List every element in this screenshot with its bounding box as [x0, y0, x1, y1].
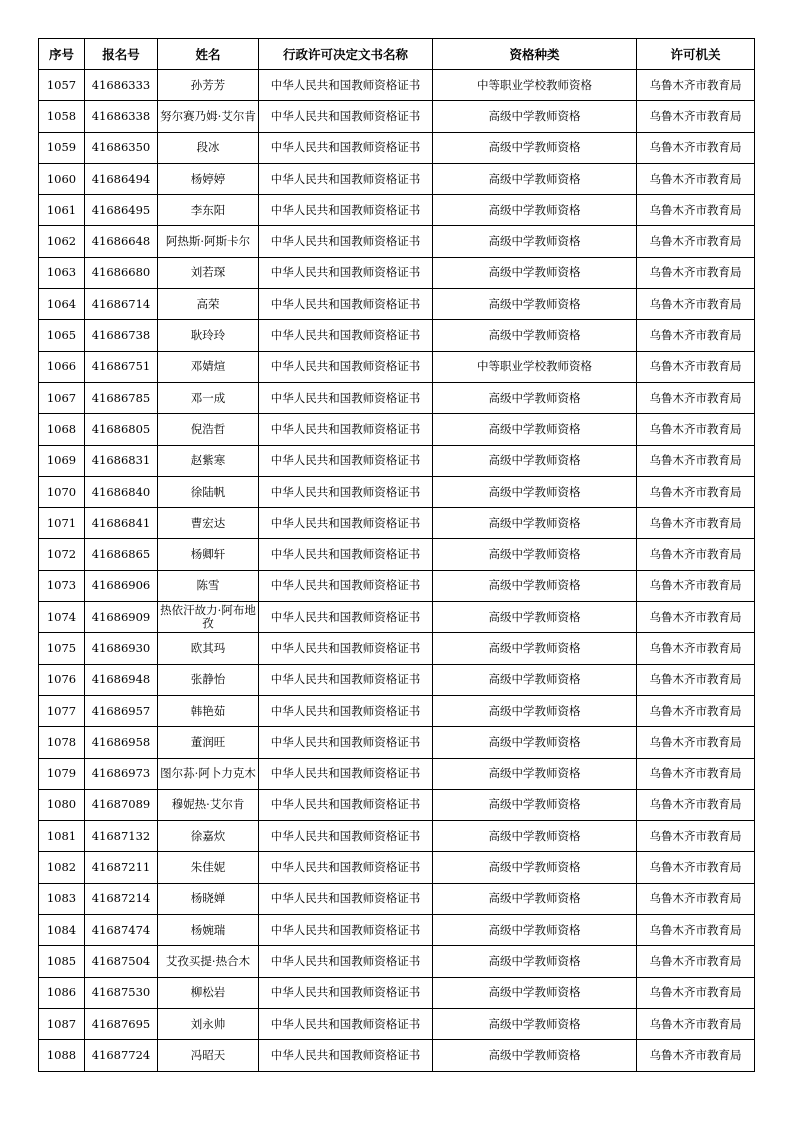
cell-reg-no: 41687504	[85, 946, 158, 977]
cell-reg-no: 41687089	[85, 789, 158, 820]
cell-document: 中华人民共和国教师资格证书	[259, 1040, 433, 1071]
cell-qualification: 高级中学教师资格	[433, 789, 637, 820]
cell-authority: 乌鲁木齐市教育局	[637, 1040, 755, 1071]
cell-document: 中华人民共和国教师资格证书	[259, 476, 433, 507]
table-row	[39, 1008, 755, 1039]
cell-name: 冯昭天	[158, 1040, 259, 1071]
cell-document: 中华人民共和国教师资格证书	[259, 382, 433, 413]
cell-authority: 乌鲁木齐市教育局	[637, 539, 755, 570]
table-row	[39, 570, 755, 601]
cell-reg-no: 41686958	[85, 727, 158, 758]
cell-reg-no: 41686333	[85, 70, 158, 101]
cell-seq: 1076	[39, 664, 85, 695]
cell-qualification: 高级中学教师资格	[433, 132, 637, 163]
cell-authority: 乌鲁木齐市教育局	[637, 883, 755, 914]
cell-name: 段冰	[158, 132, 259, 163]
table-row	[39, 789, 755, 820]
cell-document: 中华人民共和国教师资格证书	[259, 226, 433, 257]
cell-reg-no: 41686957	[85, 695, 158, 726]
cell-qualification: 高级中学教师资格	[433, 915, 637, 946]
cell-qualification: 高级中学教师资格	[433, 226, 637, 257]
cell-reg-no: 41686350	[85, 132, 158, 163]
cell-seq: 1087	[39, 1008, 85, 1039]
cell-reg-no: 41687214	[85, 883, 158, 914]
cell-document: 中华人民共和国教师资格证书	[259, 570, 433, 601]
cell-qualification: 高级中学教师资格	[433, 414, 637, 445]
cell-reg-no: 41686973	[85, 758, 158, 789]
cell-name: 耿玲玲	[158, 320, 259, 351]
table-row	[39, 289, 755, 320]
cell-authority: 乌鲁木齐市教育局	[637, 977, 755, 1008]
header-name: 姓名	[158, 39, 259, 70]
cell-authority: 乌鲁木齐市教育局	[637, 414, 755, 445]
cell-seq: 1075	[39, 633, 85, 664]
table-row	[39, 163, 755, 194]
cell-qualification: 高级中学教师资格	[433, 946, 637, 977]
cell-seq: 1074	[39, 602, 85, 633]
cell-seq: 1063	[39, 257, 85, 288]
cell-qualification: 高级中学教师资格	[433, 727, 637, 758]
cell-name: 杨卿轩	[158, 539, 259, 570]
cell-name: 柳松岩	[158, 977, 259, 1008]
cell-name: 李东阳	[158, 195, 259, 226]
cell-seq: 1061	[39, 195, 85, 226]
table-row	[39, 132, 755, 163]
table-row	[39, 852, 755, 883]
table-row	[39, 445, 755, 476]
cell-name: 高荣	[158, 289, 259, 320]
cell-document: 中华人民共和国教师资格证书	[259, 539, 433, 570]
cell-seq: 1085	[39, 946, 85, 977]
cell-reg-no: 41687724	[85, 1040, 158, 1071]
header-seq: 序号	[39, 39, 85, 70]
cell-document: 中华人民共和国教师资格证书	[259, 789, 433, 820]
cell-document: 中华人民共和国教师资格证书	[259, 195, 433, 226]
cell-qualification: 高级中学教师资格	[433, 695, 637, 726]
cell-name: 杨婉瑞	[158, 915, 259, 946]
table-row	[39, 758, 755, 789]
cell-name: 图尔荪·阿卜力克木	[158, 758, 259, 789]
table-row	[39, 382, 755, 413]
cell-document: 中华人民共和国教师资格证书	[259, 977, 433, 1008]
table-body	[39, 70, 755, 1072]
cell-seq: 1083	[39, 883, 85, 914]
table-row	[39, 539, 755, 570]
cell-document: 中华人民共和国教师资格证书	[259, 132, 433, 163]
cell-seq: 1065	[39, 320, 85, 351]
cell-name: 张静怡	[158, 664, 259, 695]
cell-qualification: 高级中学教师资格	[433, 1008, 637, 1039]
cell-qualification: 中等职业学校教师资格	[433, 351, 637, 382]
cell-name: 阿热斯·阿斯卡尔	[158, 226, 259, 257]
cell-document: 中华人民共和国教师资格证书	[259, 508, 433, 539]
table-row	[39, 508, 755, 539]
cell-authority: 乌鲁木齐市教育局	[637, 946, 755, 977]
cell-qualification: 高级中学教师资格	[433, 257, 637, 288]
cell-name: 杨晓婵	[158, 883, 259, 914]
cell-qualification: 高级中学教师资格	[433, 101, 637, 132]
cell-name: 热依汗故力·阿布地孜	[158, 602, 259, 633]
table-row	[39, 70, 755, 101]
cell-seq: 1067	[39, 382, 85, 413]
cell-qualification: 高级中学教师资格	[433, 664, 637, 695]
cell-qualification: 高级中学教师资格	[433, 977, 637, 1008]
cell-authority: 乌鲁木齐市教育局	[637, 476, 755, 507]
cell-document: 中华人民共和国教师资格证书	[259, 1008, 433, 1039]
license-table	[38, 38, 755, 1072]
cell-seq: 1059	[39, 132, 85, 163]
cell-document: 中华人民共和国教师资格证书	[259, 289, 433, 320]
cell-authority: 乌鲁木齐市教育局	[637, 320, 755, 351]
cell-authority: 乌鲁木齐市教育局	[637, 852, 755, 883]
cell-document: 中华人民共和国教师资格证书	[259, 946, 433, 977]
cell-seq: 1062	[39, 226, 85, 257]
table-row	[39, 1040, 755, 1071]
cell-seq: 1080	[39, 789, 85, 820]
cell-seq: 1073	[39, 570, 85, 601]
cell-document: 中华人民共和国教师资格证书	[259, 758, 433, 789]
table-row	[39, 695, 755, 726]
cell-document: 中华人民共和国教师资格证书	[259, 852, 433, 883]
cell-authority: 乌鲁木齐市教育局	[637, 821, 755, 852]
cell-reg-no: 41686714	[85, 289, 158, 320]
cell-reg-no: 41686785	[85, 382, 158, 413]
cell-document: 中华人民共和国教师资格证书	[259, 163, 433, 194]
table-row	[39, 664, 755, 695]
cell-reg-no: 41686738	[85, 320, 158, 351]
cell-name: 努尔赛乃姆·艾尔肯	[158, 101, 259, 132]
cell-name: 徐嘉炊	[158, 821, 259, 852]
cell-authority: 乌鲁木齐市教育局	[637, 351, 755, 382]
table-row	[39, 883, 755, 914]
cell-document: 中华人民共和国教师资格证书	[259, 633, 433, 664]
cell-reg-no: 41686841	[85, 508, 158, 539]
header-qualification: 资格种类	[433, 39, 637, 70]
cell-authority: 乌鲁木齐市教育局	[637, 195, 755, 226]
cell-document: 中华人民共和国教师资格证书	[259, 695, 433, 726]
cell-authority: 乌鲁木齐市教育局	[637, 915, 755, 946]
cell-reg-no: 41686805	[85, 414, 158, 445]
cell-qualification: 高级中学教师资格	[433, 445, 637, 476]
cell-authority: 乌鲁木齐市教育局	[637, 727, 755, 758]
cell-qualification: 高级中学教师资格	[433, 570, 637, 601]
cell-authority: 乌鲁木齐市教育局	[637, 508, 755, 539]
cell-name: 欧其玛	[158, 633, 259, 664]
cell-name: 杨婷婷	[158, 163, 259, 194]
cell-document: 中华人民共和国教师资格证书	[259, 70, 433, 101]
table-row	[39, 101, 755, 132]
cell-document: 中华人民共和国教师资格证书	[259, 664, 433, 695]
cell-seq: 1058	[39, 101, 85, 132]
cell-qualification: 高级中学教师资格	[433, 163, 637, 194]
cell-qualification: 高级中学教师资格	[433, 320, 637, 351]
cell-document: 中华人民共和国教师资格证书	[259, 883, 433, 914]
cell-name: 倪浩哲	[158, 414, 259, 445]
cell-qualification: 高级中学教师资格	[433, 633, 637, 664]
cell-reg-no: 41686930	[85, 633, 158, 664]
cell-qualification: 高级中学教师资格	[433, 1040, 637, 1071]
cell-name: 穆妮热·艾尔肯	[158, 789, 259, 820]
cell-seq: 1071	[39, 508, 85, 539]
cell-document: 中华人民共和国教师资格证书	[259, 320, 433, 351]
cell-seq: 1068	[39, 414, 85, 445]
cell-qualification: 高级中学教师资格	[433, 883, 637, 914]
cell-authority: 乌鲁木齐市教育局	[637, 226, 755, 257]
cell-reg-no: 41687474	[85, 915, 158, 946]
cell-document: 中华人民共和国教师资格证书	[259, 821, 433, 852]
cell-qualification: 高级中学教师资格	[433, 195, 637, 226]
cell-name: 邓一成	[158, 382, 259, 413]
cell-reg-no: 41686909	[85, 602, 158, 633]
cell-document: 中华人民共和国教师资格证书	[259, 602, 433, 633]
cell-reg-no: 41687211	[85, 852, 158, 883]
cell-seq: 1084	[39, 915, 85, 946]
cell-name: 孙芳芳	[158, 70, 259, 101]
header-reg-no: 报名号	[85, 39, 158, 70]
cell-authority: 乌鲁木齐市教育局	[637, 1008, 755, 1039]
cell-authority: 乌鲁木齐市教育局	[637, 132, 755, 163]
cell-qualification: 高级中学教师资格	[433, 539, 637, 570]
cell-seq: 1064	[39, 289, 85, 320]
cell-name: 艾孜买提·热合木	[158, 946, 259, 977]
cell-qualification: 高级中学教师资格	[433, 821, 637, 852]
cell-qualification: 高级中学教师资格	[433, 289, 637, 320]
cell-qualification: 高级中学教师资格	[433, 508, 637, 539]
cell-authority: 乌鲁木齐市教育局	[637, 101, 755, 132]
cell-reg-no: 41687695	[85, 1008, 158, 1039]
cell-qualification: 高级中学教师资格	[433, 476, 637, 507]
cell-reg-no: 41686948	[85, 664, 158, 695]
cell-document: 中华人民共和国教师资格证书	[259, 414, 433, 445]
cell-document: 中华人民共和国教师资格证书	[259, 351, 433, 382]
table-row	[39, 915, 755, 946]
cell-name: 刘永帅	[158, 1008, 259, 1039]
cell-authority: 乌鲁木齐市教育局	[637, 602, 755, 633]
cell-qualification: 高级中学教师资格	[433, 382, 637, 413]
cell-reg-no: 41686494	[85, 163, 158, 194]
cell-name: 邓婧煊	[158, 351, 259, 382]
cell-seq: 1088	[39, 1040, 85, 1071]
cell-document: 中华人民共和国教师资格证书	[259, 445, 433, 476]
header-authority: 许可机关	[637, 39, 755, 70]
cell-seq: 1066	[39, 351, 85, 382]
cell-name: 陈雪	[158, 570, 259, 601]
cell-qualification: 高级中学教师资格	[433, 852, 637, 883]
cell-qualification: 中等职业学校教师资格	[433, 70, 637, 101]
cell-seq: 1057	[39, 70, 85, 101]
cell-seq: 1069	[39, 445, 85, 476]
cell-reg-no: 41687530	[85, 977, 158, 1008]
table-row	[39, 257, 755, 288]
cell-name: 韩艳茹	[158, 695, 259, 726]
cell-seq: 1086	[39, 977, 85, 1008]
table-row	[39, 320, 755, 351]
cell-seq: 1077	[39, 695, 85, 726]
cell-seq: 1081	[39, 821, 85, 852]
cell-reg-no: 41686495	[85, 195, 158, 226]
cell-reg-no: 41687132	[85, 821, 158, 852]
cell-authority: 乌鲁木齐市教育局	[637, 695, 755, 726]
table-row	[39, 414, 755, 445]
cell-reg-no: 41686680	[85, 257, 158, 288]
cell-qualification: 高级中学教师资格	[433, 758, 637, 789]
cell-authority: 乌鲁木齐市教育局	[637, 664, 755, 695]
table-row	[39, 351, 755, 382]
cell-document: 中华人民共和国教师资格证书	[259, 257, 433, 288]
cell-authority: 乌鲁木齐市教育局	[637, 163, 755, 194]
table-row	[39, 195, 755, 226]
cell-reg-no: 41686338	[85, 101, 158, 132]
cell-reg-no: 41686751	[85, 351, 158, 382]
table-row	[39, 476, 755, 507]
header-document: 行政许可决定文书名称	[259, 39, 433, 70]
cell-authority: 乌鲁木齐市教育局	[637, 257, 755, 288]
cell-reg-no: 41686906	[85, 570, 158, 601]
cell-authority: 乌鲁木齐市教育局	[637, 570, 755, 601]
cell-name: 朱佳妮	[158, 852, 259, 883]
table-row	[39, 821, 755, 852]
table-row	[39, 977, 755, 1008]
table-row	[39, 633, 755, 664]
cell-name: 徐陆帆	[158, 476, 259, 507]
cell-name: 曹宏达	[158, 508, 259, 539]
cell-authority: 乌鲁木齐市教育局	[637, 758, 755, 789]
cell-seq: 1060	[39, 163, 85, 194]
table-row	[39, 602, 755, 633]
cell-authority: 乌鲁木齐市教育局	[637, 289, 755, 320]
cell-name: 赵紫寒	[158, 445, 259, 476]
cell-name: 刘若琛	[158, 257, 259, 288]
table-row	[39, 226, 755, 257]
cell-authority: 乌鲁木齐市教育局	[637, 789, 755, 820]
cell-authority: 乌鲁木齐市教育局	[637, 633, 755, 664]
cell-reg-no: 41686840	[85, 476, 158, 507]
cell-reg-no: 41686865	[85, 539, 158, 570]
cell-reg-no: 41686831	[85, 445, 158, 476]
cell-seq: 1079	[39, 758, 85, 789]
cell-reg-no: 41686648	[85, 226, 158, 257]
table-row	[39, 946, 755, 977]
cell-qualification: 高级中学教师资格	[433, 602, 637, 633]
table-header-row	[39, 39, 755, 70]
cell-seq: 1078	[39, 727, 85, 758]
cell-document: 中华人民共和国教师资格证书	[259, 915, 433, 946]
cell-seq: 1070	[39, 476, 85, 507]
cell-authority: 乌鲁木齐市教育局	[637, 382, 755, 413]
cell-authority: 乌鲁木齐市教育局	[637, 70, 755, 101]
cell-name: 董润旺	[158, 727, 259, 758]
cell-seq: 1082	[39, 852, 85, 883]
table-row	[39, 727, 755, 758]
cell-seq: 1072	[39, 539, 85, 570]
cell-document: 中华人民共和国教师资格证书	[259, 727, 433, 758]
cell-authority: 乌鲁木齐市教育局	[637, 445, 755, 476]
cell-document: 中华人民共和国教师资格证书	[259, 101, 433, 132]
